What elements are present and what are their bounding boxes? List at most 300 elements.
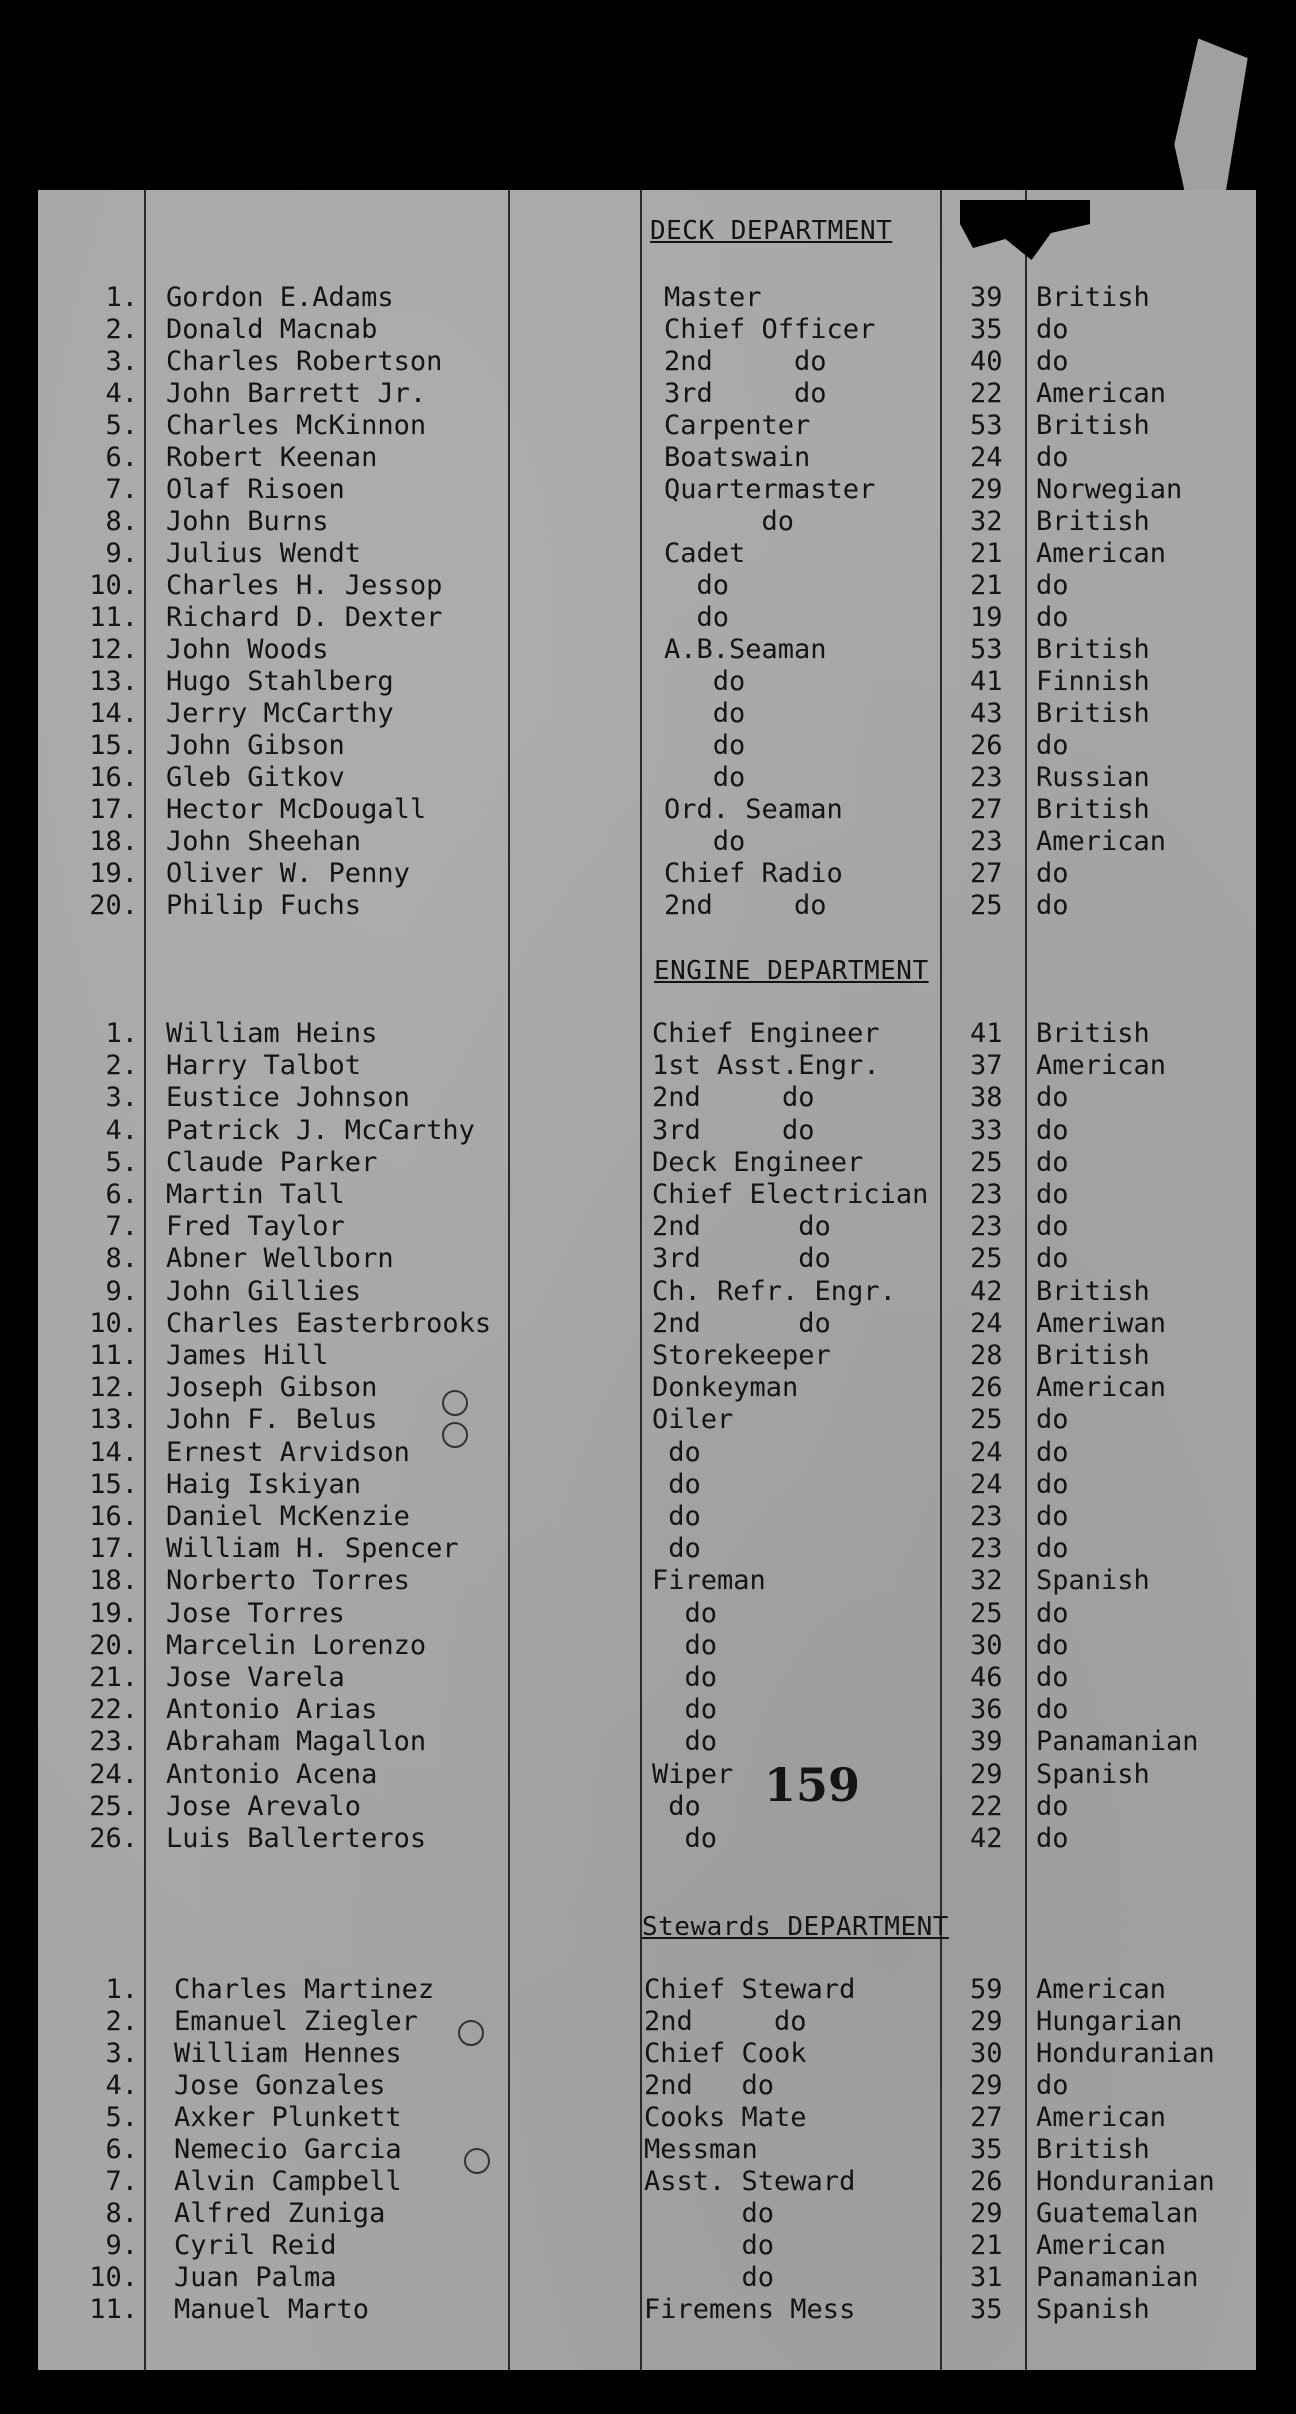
crew-number: 2. [105, 314, 138, 345]
crew-row [38, 2294, 1256, 2326]
crew-name: Claude Parker [166, 1146, 378, 1178]
crew-age: 26 [970, 730, 1003, 761]
crew-row [38, 2230, 1256, 2262]
crew-age: 29 [970, 2006, 1003, 2037]
crew-number: 24. [89, 1758, 138, 1790]
crew-name: Gleb Gitkov [166, 762, 345, 793]
crew-age: 22 [970, 1790, 1003, 1822]
crew-nationality: do [1036, 858, 1069, 889]
crew-name: Alfred Zuniga [174, 2198, 386, 2229]
crew-row [38, 1565, 1256, 1597]
crew-row [38, 1243, 1256, 1275]
crew-rating: 3rd do [652, 1243, 831, 1275]
crew-rating: Firemens Mess [644, 2294, 856, 2325]
crew-name: Fred Taylor [166, 1211, 345, 1243]
crew-name: Abraham Magallon [166, 1726, 427, 1758]
crew-number: 2. [105, 1050, 138, 1082]
crew-rating: 2nd do [644, 2070, 775, 2101]
crew-age: 38 [970, 1082, 1003, 1114]
crew-rating: do [664, 762, 746, 793]
crew-name: Oliver W. Penny [166, 858, 410, 889]
crew-rating: do [652, 1726, 718, 1758]
crew-row [38, 1662, 1256, 1694]
crew-nationality: Hungarian [1036, 2006, 1183, 2037]
crew-row [38, 378, 1256, 410]
crew-age: 29 [970, 474, 1003, 505]
crew-name: Julius Wendt [166, 538, 362, 569]
crew-rating: Chief Steward [644, 1974, 856, 2005]
crew-number: 16. [89, 1501, 138, 1532]
crew-number: 6. [105, 2134, 138, 2165]
crew-rating: do [664, 570, 730, 601]
crew-name: Nemecio Garcia [174, 2134, 402, 2165]
crew-name: Hugo Stahlberg [166, 666, 394, 697]
crew-rating: Donkeyman [652, 1372, 799, 1404]
crew-nationality: Spanish [1036, 2294, 1150, 2325]
crew-age: 35 [970, 2134, 1003, 2165]
crew-name: Cyril Reid [174, 2230, 337, 2261]
crew-row [38, 2070, 1256, 2102]
crew-age: 40 [970, 346, 1003, 377]
crew-number: 12. [89, 634, 138, 665]
crew-row [38, 1823, 1256, 1855]
crew-rating: 1st Asst.Engr. [652, 1050, 880, 1082]
crew-rating: do [652, 1436, 701, 1468]
crew-nationality: do [1036, 1629, 1069, 1661]
crew-row [38, 2102, 1256, 2134]
crew-nationality: Norwegian [1036, 474, 1183, 505]
crew-name: Juan Palma [174, 2262, 337, 2293]
crew-name: John Gibson [166, 730, 345, 761]
crew-number: 7. [105, 1211, 138, 1243]
crew-number: 8. [105, 2198, 138, 2229]
crew-age: 25 [970, 1597, 1003, 1629]
crew-nationality: do [1036, 314, 1069, 345]
crew-name: Donald Macnab [166, 314, 378, 345]
crew-row [38, 1630, 1256, 1662]
crew-row [38, 2198, 1256, 2230]
crew-nationality: do [1036, 890, 1069, 921]
crew-number: 2. [105, 2006, 138, 2037]
crew-name: Luis Ballerteros [166, 1823, 427, 1854]
crew-rating: do [644, 2230, 775, 2261]
crew-rating: 2nd do [644, 2006, 807, 2037]
crew-nationality: do [1036, 1662, 1069, 1693]
crew-age: 27 [970, 2102, 1003, 2133]
crew-number: 9. [105, 1275, 138, 1307]
crew-name: Jose Arevalo [166, 1790, 362, 1822]
crew-row [38, 2262, 1256, 2294]
crew-number: 20. [89, 890, 138, 921]
crew-nationality: British [1036, 410, 1150, 441]
crew-row [38, 1018, 1256, 1050]
crew-number: 10. [89, 1307, 138, 1339]
crew-row [38, 538, 1256, 570]
crew-number: 17. [89, 1533, 138, 1565]
crew-number: 14. [89, 1436, 138, 1468]
crew-number: 15. [89, 1468, 138, 1500]
crew-nationality: Panamanian [1036, 1726, 1199, 1758]
crew-name: Gordon E.Adams [166, 282, 394, 313]
crew-number: 23. [89, 1726, 138, 1758]
crew-number: 3. [105, 2038, 138, 2069]
crew-nationality: do [1036, 346, 1069, 377]
crew-nationality: American [1036, 1372, 1167, 1404]
crew-age: 24 [970, 1436, 1003, 1468]
crew-name: John Sheehan [166, 826, 362, 857]
crew-rating: do [664, 730, 746, 761]
circled-x-mark [458, 2020, 484, 2046]
crew-number: 7. [105, 474, 138, 505]
crew-number: 8. [105, 506, 138, 537]
crew-age: 22 [970, 378, 1003, 409]
crew-number: 6. [105, 1179, 138, 1210]
crew-age: 30 [970, 2038, 1003, 2069]
crew-nationality: British [1036, 1018, 1150, 1049]
crew-row [38, 1598, 1256, 1630]
crew-rating: 2nd do [652, 1211, 831, 1243]
crew-nationality: Panamanian [1036, 2262, 1199, 2293]
crew-number: 14. [89, 698, 138, 729]
crew-name: Martin Tall [166, 1179, 345, 1210]
crew-row [38, 1308, 1256, 1340]
crew-name: Ernest Arvidson [166, 1436, 410, 1468]
crew-nationality: do [1036, 1823, 1069, 1854]
crew-rating: Deck Engineer [652, 1146, 864, 1178]
crew-name: Manuel Marto [174, 2294, 370, 2325]
crew-name: John Burns [166, 506, 329, 537]
crew-rating: do [652, 1501, 701, 1532]
crew-row [38, 410, 1256, 442]
crew-row [38, 570, 1256, 602]
crew-nationality: do [1036, 442, 1069, 473]
crew-number: 20. [89, 1629, 138, 1661]
crew-row [38, 1082, 1256, 1114]
crew-row [38, 442, 1256, 474]
crew-number: 3. [105, 1082, 138, 1114]
crew-name: Jose Gonzales [174, 2070, 386, 2101]
crew-row [38, 2038, 1256, 2070]
crew-number: 15. [89, 730, 138, 761]
crew-rating: do [664, 698, 746, 729]
crew-rating: do [652, 1790, 701, 1822]
crew-age: 25 [970, 1146, 1003, 1178]
crew-nationality: Russian [1036, 762, 1150, 793]
crew-name: William Hennes [174, 2038, 402, 2069]
crew-age: 25 [970, 890, 1003, 921]
crew-age: 31 [970, 2262, 1003, 2293]
stewards-department-heading: Stewards DEPARTMENT [642, 1912, 949, 1942]
crew-nationality: British [1036, 2134, 1150, 2165]
crew-age: 21 [970, 538, 1003, 569]
crew-name: Emanuel Ziegler [174, 2006, 418, 2037]
crew-row [38, 1404, 1256, 1436]
crew-age: 24 [970, 1307, 1003, 1339]
crew-row [38, 1179, 1256, 1211]
crew-nationality: American [1036, 538, 1167, 569]
crew-rating: do [652, 1629, 718, 1661]
crew-age: 27 [970, 794, 1003, 825]
crew-age: 21 [970, 570, 1003, 601]
crew-age: 41 [970, 666, 1003, 697]
crew-row [38, 1147, 1256, 1179]
crew-name: Eustice Johnson [166, 1082, 410, 1114]
crew-age: 23 [970, 762, 1003, 793]
crew-row [38, 2006, 1256, 2038]
crew-nationality: do [1036, 1694, 1069, 1726]
crew-number: 18. [89, 826, 138, 857]
crew-row [38, 826, 1256, 858]
crew-age: 32 [970, 506, 1003, 537]
crew-name: Antonio Arias [166, 1694, 378, 1726]
crew-row [38, 1501, 1256, 1533]
crew-age: 26 [970, 2166, 1003, 2197]
crew-rating: do [644, 2198, 775, 2229]
crew-name: Axker Plunkett [174, 2102, 402, 2133]
crew-name: Charles McKinnon [166, 410, 427, 441]
crew-age: 23 [970, 1533, 1003, 1565]
crew-name: Patrick J. McCarthy [166, 1114, 475, 1146]
crew-rating: Oiler [652, 1404, 734, 1436]
crew-number: 21. [89, 1662, 138, 1693]
crew-list-sheet [38, 190, 1256, 2370]
crew-age: 23 [970, 1211, 1003, 1243]
crew-rating: Chief Electrician [652, 1179, 929, 1210]
crew-nationality: Guatemalan [1036, 2198, 1199, 2229]
crew-row [38, 2166, 1256, 2198]
crew-rating: do [664, 602, 730, 633]
crew-number: 10. [89, 2262, 138, 2293]
crew-number: 25. [89, 1790, 138, 1822]
crew-age: 27 [970, 858, 1003, 889]
crew-rating: 2nd do [664, 890, 827, 921]
crew-age: 19 [970, 602, 1003, 633]
crew-rating: Boatswain [664, 442, 811, 473]
crew-rating: Asst. Steward [644, 2166, 856, 2197]
crew-name: John F. Belus [166, 1404, 378, 1436]
crew-number: 6. [105, 442, 138, 473]
crew-number: 9. [105, 2230, 138, 2261]
crew-name: Hector McDougall [166, 794, 427, 825]
crew-name: William H. Spencer [166, 1533, 459, 1565]
crew-row [38, 1533, 1256, 1565]
crew-age: 32 [970, 1565, 1003, 1597]
crew-row [38, 1469, 1256, 1501]
crew-nationality: American [1036, 1050, 1167, 1082]
crew-age: 28 [970, 1340, 1003, 1371]
crew-nationality: Ameriwan [1036, 1307, 1167, 1339]
crew-rating: 3rd do [652, 1114, 815, 1146]
crew-age: 23 [970, 826, 1003, 857]
crew-name: Alvin Campbell [174, 2166, 402, 2197]
crew-rating: Ch. Refr. Engr. [652, 1275, 896, 1307]
crew-nationality: do [1036, 1501, 1069, 1532]
crew-nationality: do [1036, 1114, 1069, 1146]
crew-row [38, 474, 1256, 506]
crew-row [38, 314, 1256, 346]
crew-number: 4. [105, 378, 138, 409]
crew-age: 41 [970, 1018, 1003, 1049]
crew-row [38, 1115, 1256, 1147]
crew-age: 29 [970, 2198, 1003, 2229]
crew-nationality: do [1036, 1211, 1069, 1243]
engine-department-heading: ENGINE DEPARTMENT [654, 956, 929, 986]
crew-nationality: Honduranian [1036, 2166, 1215, 2197]
crew-row [38, 762, 1256, 794]
crew-row [38, 794, 1256, 826]
circled-x-mark [442, 1422, 468, 1448]
crew-row [38, 1372, 1256, 1404]
page-number: 159 [764, 1758, 861, 1812]
crew-rating: Cadet [664, 538, 746, 569]
crew-name: Charles Easterbrooks [166, 1307, 492, 1339]
crew-number: 1. [105, 1018, 138, 1049]
crew-nationality: American [1036, 2230, 1167, 2261]
crew-number: 19. [89, 1597, 138, 1629]
crew-nationality: do [1036, 1082, 1069, 1114]
crew-rating: Ord. Seaman [664, 794, 843, 825]
crew-rating: Messman [644, 2134, 758, 2165]
crew-age: 25 [970, 1404, 1003, 1436]
crew-age: 53 [970, 410, 1003, 441]
crew-rating: do [664, 826, 746, 857]
crew-nationality: do [1036, 1790, 1069, 1822]
crew-rating: do [652, 1662, 718, 1693]
crew-number: 1. [105, 282, 138, 313]
crew-age: 53 [970, 634, 1003, 665]
crew-rating: do [652, 1468, 701, 1500]
crew-rating: do [664, 666, 746, 697]
crew-row [38, 1211, 1256, 1243]
crew-age: 42 [970, 1275, 1003, 1307]
crew-rating: Master [664, 282, 762, 313]
crew-nationality: do [1036, 602, 1069, 633]
crew-number: 19. [89, 858, 138, 889]
crew-name: Richard D. Dexter [166, 602, 443, 633]
crew-row [38, 666, 1256, 698]
crew-age: 35 [970, 314, 1003, 345]
crew-number: 1. [105, 1974, 138, 2005]
crew-name: Charles Robertson [166, 346, 443, 377]
crew-nationality: American [1036, 378, 1167, 409]
crew-nationality: British [1036, 1340, 1150, 1371]
crew-row [38, 1974, 1256, 2006]
crew-nationality: do [1036, 1179, 1069, 1210]
crew-rating: do [652, 1694, 718, 1726]
crew-number: 7. [105, 2166, 138, 2197]
crew-row [38, 1340, 1256, 1372]
crew-rating: Carpenter [664, 410, 811, 441]
crew-rating: Cooks Mate [644, 2102, 807, 2133]
crew-name: John Barrett Jr. [166, 378, 427, 409]
crew-rating: do [644, 2262, 775, 2293]
crew-nationality: British [1036, 1275, 1150, 1307]
crew-name: Marcelin Lorenzo [166, 1629, 427, 1661]
crew-row [38, 730, 1256, 762]
crew-row [38, 1694, 1256, 1726]
crew-row [38, 1050, 1256, 1082]
crew-nationality: do [1036, 1146, 1069, 1178]
circled-x-mark [442, 1390, 468, 1416]
crew-number: 11. [89, 602, 138, 633]
crew-number: 4. [105, 2070, 138, 2101]
crew-name: Jose Torres [166, 1597, 345, 1629]
crew-name: Charles H. Jessop [166, 570, 443, 601]
crew-row [38, 602, 1256, 634]
crew-nationality: Spanish [1036, 1565, 1150, 1597]
crew-age: 25 [970, 1243, 1003, 1275]
crew-number: 26. [89, 1823, 138, 1854]
crew-nationality: British [1036, 794, 1150, 825]
crew-row [38, 1276, 1256, 1308]
crew-number: 8. [105, 1243, 138, 1275]
crew-name: Charles Martinez [174, 1974, 435, 2005]
crew-age: 37 [970, 1050, 1003, 1082]
crew-nationality: Finnish [1036, 666, 1150, 697]
crew-number: 9. [105, 538, 138, 569]
crew-age: 23 [970, 1179, 1003, 1210]
crew-row [38, 890, 1256, 922]
crew-rating: A.B.Seaman [664, 634, 827, 665]
crew-name: Harry Talbot [166, 1050, 362, 1082]
crew-row [38, 282, 1256, 314]
crew-nationality: Honduranian [1036, 2038, 1215, 2069]
crew-row [38, 698, 1256, 730]
crew-nationality: British [1036, 282, 1150, 313]
crew-age: 39 [970, 1726, 1003, 1758]
crew-name: Norberto Torres [166, 1565, 410, 1597]
crew-rating: do [652, 1533, 701, 1565]
crew-rating: Chief Radio [664, 858, 843, 889]
crew-name: Jerry McCarthy [166, 698, 394, 729]
crew-age: 26 [970, 1372, 1003, 1404]
crew-number: 11. [89, 2294, 138, 2325]
crew-number: 16. [89, 762, 138, 793]
crew-age: 35 [970, 2294, 1003, 2325]
crew-number: 13. [89, 666, 138, 697]
crew-rating: do [652, 1597, 718, 1629]
crew-name: Olaf Risoen [166, 474, 345, 505]
crew-nationality: American [1036, 2102, 1167, 2133]
crew-age: 39 [970, 282, 1003, 313]
crew-number: 13. [89, 1404, 138, 1436]
crew-name: Joseph Gibson [166, 1372, 378, 1404]
crew-name: Antonio Acena [166, 1758, 378, 1790]
crew-number: 18. [89, 1565, 138, 1597]
crew-age: 23 [970, 1501, 1003, 1532]
crew-number: 5. [105, 410, 138, 441]
crew-nationality: American [1036, 826, 1167, 857]
crew-name: Jose Varela [166, 1662, 345, 1693]
crew-row [38, 634, 1256, 666]
crew-name: Daniel McKenzie [166, 1501, 410, 1532]
crew-age: 24 [970, 1468, 1003, 1500]
crew-nationality: British [1036, 506, 1150, 537]
crew-age: 21 [970, 2230, 1003, 2261]
crew-nationality: British [1036, 634, 1150, 665]
crew-name: John Woods [166, 634, 329, 665]
crew-name: Haig Iskiyan [166, 1468, 362, 1500]
crew-name: Abner Wellborn [166, 1243, 394, 1275]
crew-rating: Chief Officer [664, 314, 876, 345]
crew-name: John Gillies [166, 1275, 362, 1307]
crew-rating: Fireman [652, 1565, 766, 1597]
crew-rating: Chief Cook [644, 2038, 807, 2069]
crew-rating: 3rd do [664, 378, 827, 409]
crew-age: 33 [970, 1114, 1003, 1146]
crew-number: 22. [89, 1694, 138, 1726]
crew-row [38, 858, 1256, 890]
